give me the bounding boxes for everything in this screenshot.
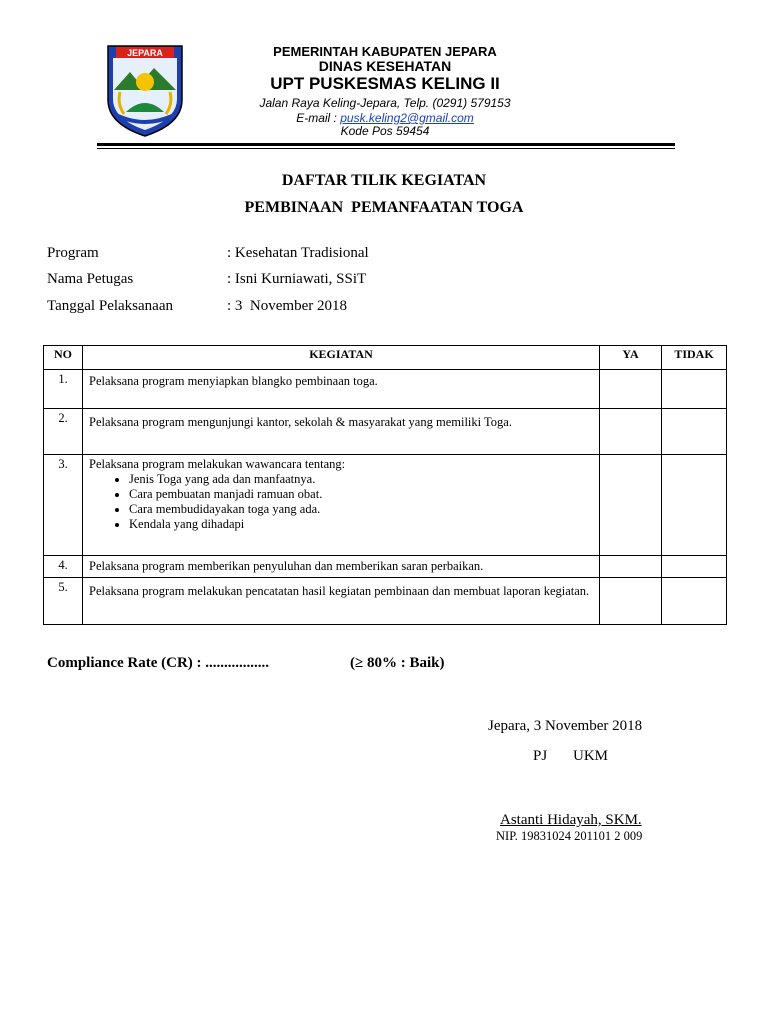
header-ya: YA <box>600 346 662 370</box>
list-item: • Kendala yang dihadapi <box>129 517 593 532</box>
signatory-name: Astanti Hidayah, SKM. <box>500 812 642 828</box>
info-label: Nama Petugas <box>47 271 134 287</box>
info-value: : Kesehatan Tradisional <box>227 245 369 261</box>
row-activity-text: Pelaksana program melakukan wawancara tentang: <box>89 457 346 471</box>
table-row <box>44 578 727 625</box>
header-government: PEMERINTAH KABUPATEN JEPARA <box>273 44 497 59</box>
row-activity: Pelaksana program menyiapkan blangko pembinaan toga. <box>83 370 600 409</box>
check-ya-cell[interactable] <box>600 455 662 556</box>
header-email-line <box>200 111 570 125</box>
info-value: : Isni Kurniawati, SSiT <box>227 271 367 287</box>
header-postcode: Kode Pos 59454 <box>340 124 430 138</box>
signature-role-pj: PJ <box>533 748 548 764</box>
row-activity: Pelaksana program memberikan penyuluhan dan memberikan saran perbaikan. <box>83 556 600 578</box>
info-date <box>47 298 347 349</box>
bullet-list <box>89 472 593 532</box>
document-title: DAFTAR TILIK KEGIATAN <box>281 172 487 189</box>
header-tidak: TIDAK <box>662 346 727 370</box>
email-label: E-mail : <box>296 111 341 125</box>
check-tidak-cell[interactable] <box>662 370 727 409</box>
table-header-row <box>44 346 727 370</box>
header-rule-thin <box>97 148 675 149</box>
check-ya-cell[interactable] <box>600 556 662 578</box>
jepara-regency-emblem <box>104 42 186 138</box>
list-item: • Jenis Toga yang ada dan manfaatnya. <box>129 472 593 487</box>
check-tidak-cell[interactable] <box>662 578 727 625</box>
check-tidak-cell[interactable] <box>662 455 727 556</box>
table-row <box>44 455 727 556</box>
row-number: 1. <box>44 370 83 409</box>
table-row <box>44 409 727 455</box>
header-department: DINAS KESEHATAN <box>318 58 452 74</box>
header-address: Jalan Raya Keling-Jepara, Telp. (0291) 579153 <box>259 96 511 110</box>
row-number: 5. <box>44 578 83 625</box>
header-no: NO <box>44 346 83 370</box>
signature-place-date: Jepara, 3 November 2018 <box>488 718 643 734</box>
email-link[interactable]: pusk.keling2@gmail.com <box>340 111 474 125</box>
emblem-text: JEPARA <box>127 48 163 58</box>
info-label: Program <box>47 245 99 261</box>
list-item: • Cara membudidayakan toga yang ada. <box>129 502 593 517</box>
row-number: 3. <box>44 455 83 556</box>
compliance-criteria: (≥ 80% : Baik) <box>350 655 445 671</box>
document-subtitle: PEMBINAAN PEMANFAATAN TOGA <box>244 199 524 216</box>
row-number: 4. <box>44 556 83 578</box>
table-row <box>44 556 727 578</box>
info-value: : 3 November 2018 <box>227 298 347 314</box>
signatory-nip: NIP. 19831024 201101 2 009 <box>496 829 643 843</box>
row-activity: Pelaksana program mengunjungi kantor, sekolah & masyarakat yang memiliki Toga. <box>83 409 600 455</box>
check-ya-cell[interactable] <box>600 578 662 625</box>
check-ya-cell[interactable] <box>600 370 662 409</box>
check-tidak-cell[interactable] <box>662 409 727 455</box>
signature-role-ukm: UKM <box>573 748 609 764</box>
header-rule-thick <box>97 143 675 146</box>
check-tidak-cell[interactable] <box>662 556 727 578</box>
info-label: Tanggal Pelaksanaan <box>47 298 173 314</box>
header-kegiatan: KEGIATAN <box>83 346 600 370</box>
compliance-rate-label: Compliance Rate (CR) : ................. <box>47 655 270 671</box>
checklist-table <box>43 345 727 625</box>
row-activity: Pelaksana program melakukan pencatatan hasil kegiatan pembinaan dan membuat laporan kegiatan. <box>83 578 600 625</box>
header-institution: UPT PUSKESMAS KELING II <box>270 74 500 93</box>
row-number: 2. <box>44 409 83 455</box>
table-row <box>44 370 727 409</box>
row-activity <box>83 455 600 556</box>
check-ya-cell[interactable] <box>600 409 662 455</box>
list-item: • Cara pembuatan manjadi ramuan obat. <box>129 487 593 502</box>
